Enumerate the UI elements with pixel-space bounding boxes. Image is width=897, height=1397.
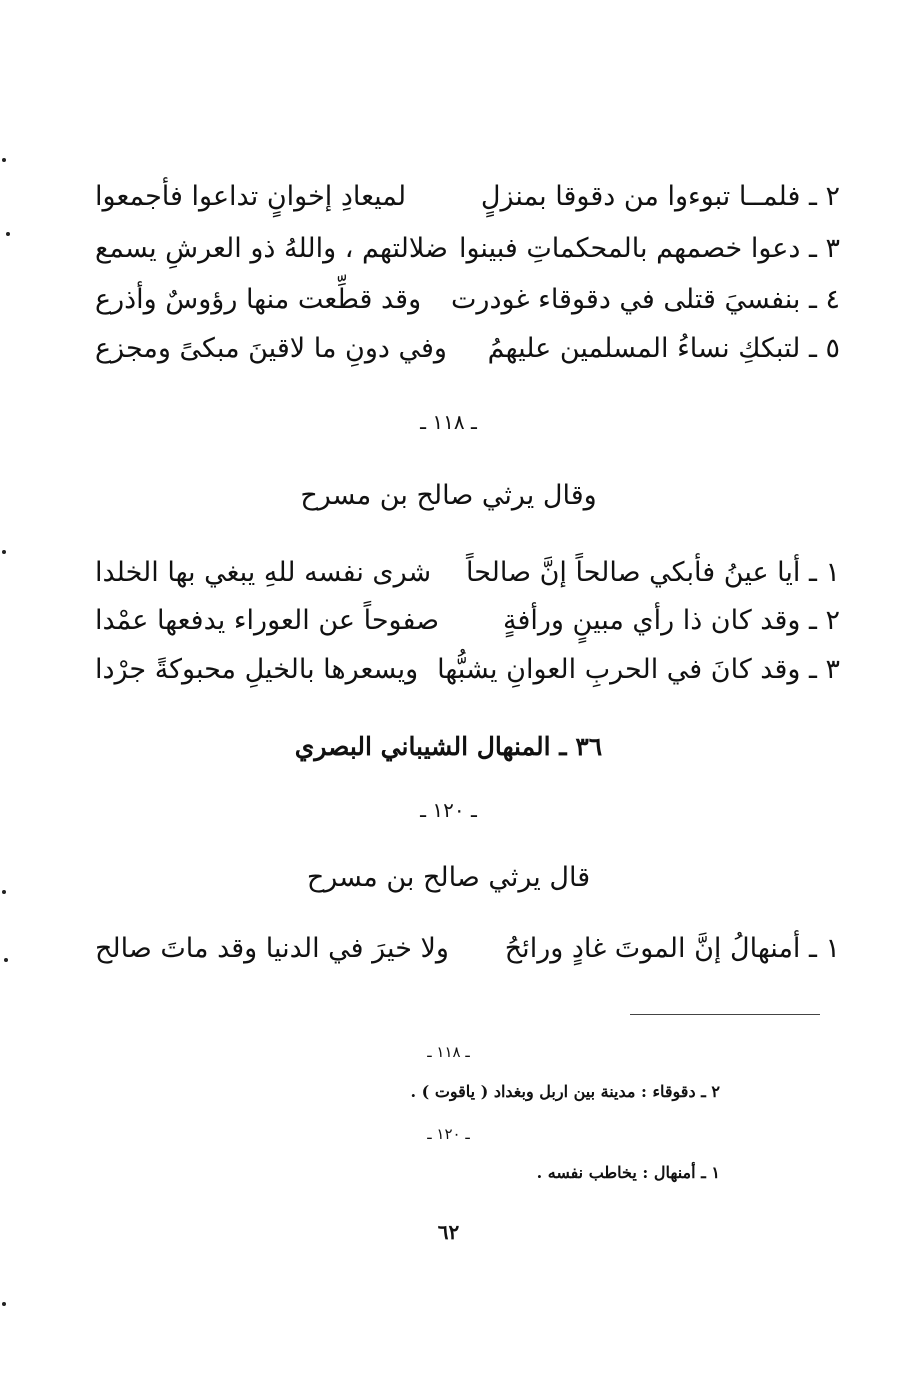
scan-speck bbox=[6, 232, 10, 236]
verse-second-hemistich: وقد قطِّعت منها رؤوسٌ وأذرع bbox=[95, 284, 422, 315]
scan-speck bbox=[2, 158, 6, 162]
section-heading: ٣٦ ـ المنهال الشيباني البصري bbox=[294, 732, 603, 761]
verse-first-hemistich: ١ ـ أيا عينُ فأبكي صالحاً إنَّ صالحاً bbox=[465, 557, 840, 588]
poem-number: ـ ١٢٠ ـ bbox=[420, 798, 477, 822]
verse-first-hemistich: ٤ ـ بنفسيَ قتلى في دقوقاء غودرت bbox=[451, 284, 840, 315]
verse-line bbox=[95, 645, 840, 695]
verse-second-hemistich: لميعادِ إخوانٍ تداعوا فأجمعوا bbox=[95, 181, 407, 212]
scan-speck bbox=[2, 1302, 6, 1306]
footnote-separator bbox=[630, 1014, 820, 1015]
verse-second-hemistich: شرى نفسه للهِ يبغي بها الخلدا bbox=[95, 557, 432, 588]
verse-second-hemistich: ويسعرها بالخيلِ محبوكةً جرْدا bbox=[95, 654, 419, 685]
page-number: ٦٢ bbox=[437, 1220, 460, 1244]
poem-intro: قال يرثي صالح بن مسرح bbox=[306, 862, 591, 893]
verse-line bbox=[95, 324, 840, 374]
verse-first-hemistich: ٢ ـ وقد كان ذا رأي مبينٍ ورأفةٍ bbox=[503, 605, 840, 636]
footnote-text: ١ ـ أمنهال : يخاطب نفسه . bbox=[536, 1163, 720, 1182]
verse-second-hemistich: صفوحاً عن العوراء يدفعها عمْدا bbox=[95, 605, 440, 636]
scan-speck bbox=[2, 890, 6, 894]
verse-first-hemistich: ٣ ـ وقد كانَ في الحربِ العوانِ يشبُّها bbox=[437, 654, 840, 685]
verse-line bbox=[95, 924, 840, 974]
verse-line bbox=[95, 172, 840, 222]
verse-line bbox=[95, 224, 840, 274]
verse-second-hemistich: ضلالتهم ، واللهُ ذو العرشِ يسمع bbox=[95, 233, 448, 264]
verse-first-hemistich: ٣ ـ دعوا خصمهم بالمحكماتِ فبينوا bbox=[458, 233, 840, 264]
scan-speck bbox=[4, 958, 8, 962]
verse-line bbox=[95, 548, 840, 598]
verse-first-hemistich: ٥ ـ لتبككِ نساءُ المسلمين عليهمُ bbox=[487, 333, 840, 364]
poem-intro: وقال يرثي صالح بن مسرح bbox=[300, 480, 597, 511]
verse-line bbox=[95, 275, 840, 325]
poem-number: ـ ١١٨ ـ bbox=[420, 410, 477, 434]
footnote-poem-number: ـ ١٢٠ ـ bbox=[427, 1125, 470, 1143]
verse-line bbox=[95, 596, 840, 646]
footnote-poem-number: ـ ١١٨ ـ bbox=[427, 1043, 470, 1061]
verse-first-hemistich: ٢ ـ فلمــا تبوءوا من دقوقا بمنزلٍ bbox=[480, 181, 840, 212]
footnote-text: ٢ ـ دقوقاء : مدينة بين اربل وبغداد ( ياقوت ) . bbox=[410, 1082, 720, 1101]
verse-second-hemistich: ولا خيرَ في الدنيا وقد ماتَ صالح bbox=[95, 933, 449, 964]
scan-speck bbox=[2, 550, 6, 554]
verse-first-hemistich: ١ ـ أمنهالُ إنَّ الموتَ غادٍ ورائحُ bbox=[504, 933, 840, 964]
verse-second-hemistich: وفي دونِ ما لاقينَ مبكىً ومجزع bbox=[95, 333, 447, 364]
